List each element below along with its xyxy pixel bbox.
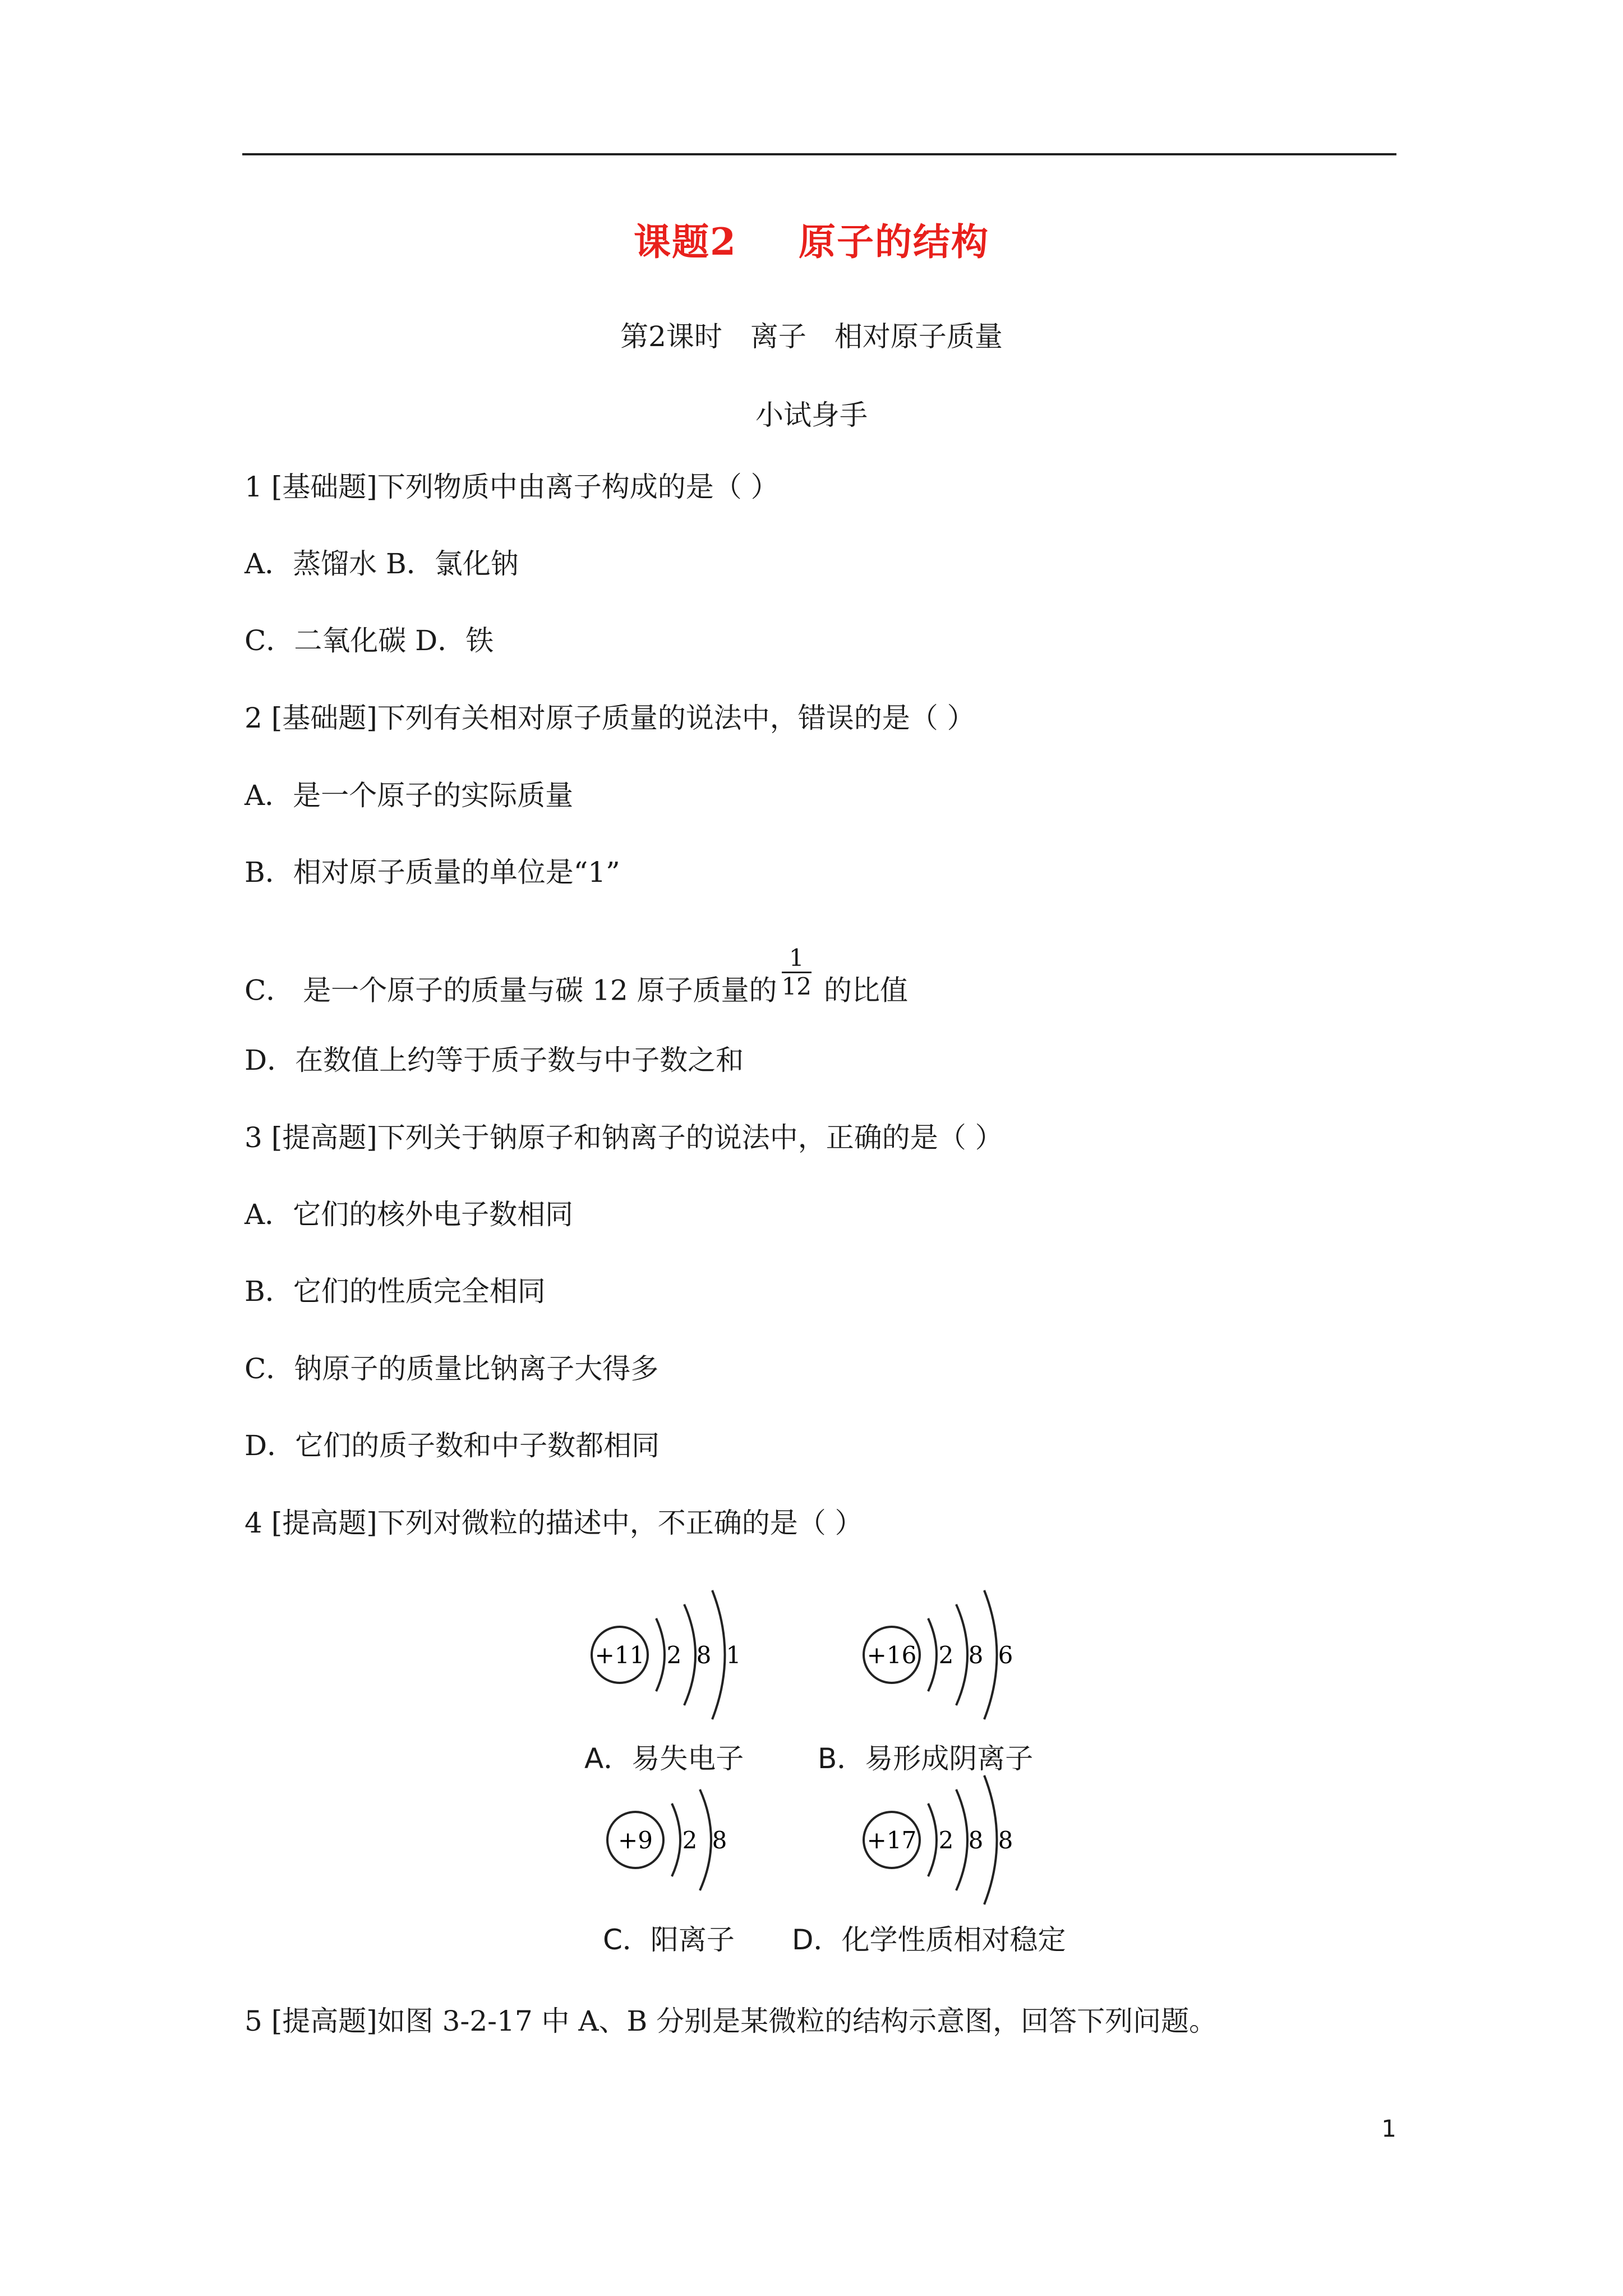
question-3-option-b: B．它们的性质完全相同 xyxy=(245,1275,546,1308)
atom-diagram-b-svg xyxy=(861,1588,1029,1722)
question-2-option-a: A．是一个原子的实际质量 xyxy=(245,779,574,812)
question-2-option-c-tail: 的比值 xyxy=(824,974,909,1007)
fraction-denominator: 12 xyxy=(781,973,812,1000)
question-2-option-b: B．相对原子质量的单位是“1” xyxy=(245,856,620,889)
shell-electrons-3: 6 xyxy=(998,1641,1013,1669)
subtitle xyxy=(0,314,1623,355)
atom-diagram-d-svg xyxy=(861,1773,1029,1907)
fraction-one-twelfth xyxy=(782,946,811,999)
shell-electrons-2: 8 xyxy=(968,1826,984,1854)
question-5-stem: 5 [提高题]如图 3-2-17 中 A、B 分别是某微粒的结构示意图，回答下列问题。 xyxy=(245,2005,1218,2037)
shell-electrons-1: 2 xyxy=(666,1641,682,1669)
shell-electrons-2: 8 xyxy=(712,1826,727,1854)
shell-electrons-2: 8 xyxy=(696,1641,712,1669)
shell-electrons-3: 8 xyxy=(998,1826,1013,1854)
atom-diagram-b xyxy=(861,1588,1029,1724)
question-1-stem: 1 [基础题]下列物质中由离子构成的是（ ） xyxy=(245,471,779,503)
question-2-option-d: D．在数值上约等于质子数与中子数之和 xyxy=(245,1044,744,1076)
subtitle-part2: 离子 xyxy=(750,320,806,353)
shell-electrons-2: 8 xyxy=(968,1641,984,1669)
question-2-option-c-text: C． 是一个原子的质量与碳 12 原子质量的 xyxy=(245,974,777,1007)
atom-label-b: B．易形成阴离子 xyxy=(818,1742,1034,1775)
nucleus-charge: +16 xyxy=(866,1641,917,1669)
shell-arc-3 xyxy=(984,1775,997,1904)
shell-arc-3 xyxy=(984,1590,997,1719)
fraction-numerator: 1 xyxy=(782,946,811,973)
question-2-stem: 2 [基础题]下列有关相对原子质量的说法中，错误的是（ ） xyxy=(245,702,975,734)
nucleus-charge: +17 xyxy=(866,1826,917,1854)
question-2-option-c xyxy=(245,944,909,1019)
page-number: 1 xyxy=(1381,2115,1396,2142)
question-3-option-c: C．钠原子的质量比钠离子大得多 xyxy=(245,1352,659,1385)
subtitle-part3: 相对原子质量 xyxy=(834,320,1003,353)
atom-diagram-d xyxy=(861,1773,1029,1910)
shell-arc-1 xyxy=(672,1803,680,1876)
shell-arc-3 xyxy=(712,1590,725,1719)
atom-label-a: A．易失电子 xyxy=(584,1742,744,1775)
shell-electrons-1: 2 xyxy=(682,1826,698,1854)
shell-electrons-1: 2 xyxy=(938,1641,954,1669)
atom-diagram-c-svg xyxy=(605,1773,745,1907)
subtitle-part1: 第2课时 xyxy=(620,320,722,353)
question-3-option-a: A．它们的核外电子数相同 xyxy=(245,1198,574,1231)
shell-arc-2 xyxy=(700,1789,711,1890)
question-1-option-cd: C．二氧化碳 D．铁 xyxy=(245,624,494,657)
atom-diagram-a-svg xyxy=(589,1588,757,1722)
atom-label-c: C．阳离子 xyxy=(603,1924,735,1956)
title-part1: 课题2 xyxy=(634,220,737,264)
shell-arc-1 xyxy=(656,1618,665,1691)
shell-arc-1 xyxy=(928,1618,937,1691)
atom-diagram-c xyxy=(605,1773,745,1910)
shell-electrons-1: 2 xyxy=(938,1826,954,1854)
section-heading: 小试身手 xyxy=(755,399,868,431)
title-part2: 原子的结构 xyxy=(798,220,989,264)
question-3-option-d: D．它们的质子数和中子数都相同 xyxy=(245,1429,660,1462)
atom-label-d: D．化学性质相对稳定 xyxy=(792,1924,1066,1956)
shell-electrons-3: 1 xyxy=(726,1641,741,1669)
question-4-stem: 4 [提高题]下列对微粒的描述中，不正确的是（ ） xyxy=(245,1507,863,1539)
header-rule xyxy=(242,153,1396,155)
page-title xyxy=(0,212,1623,265)
nucleus-charge: +9 xyxy=(618,1826,653,1854)
question-3-stem: 3 [提高题]下列关于钠原子和钠离子的说法中，正确的是（ ） xyxy=(245,1121,1003,1154)
shell-arc-2 xyxy=(684,1604,695,1705)
shell-arc-1 xyxy=(928,1803,937,1876)
atom-diagram-a xyxy=(589,1588,757,1724)
shell-arc-2 xyxy=(956,1604,967,1705)
shell-arc-2 xyxy=(956,1789,967,1890)
question-1-option-ab: A．蒸馏水 B．氯化钠 xyxy=(245,547,519,580)
nucleus-charge: +11 xyxy=(594,1641,645,1669)
